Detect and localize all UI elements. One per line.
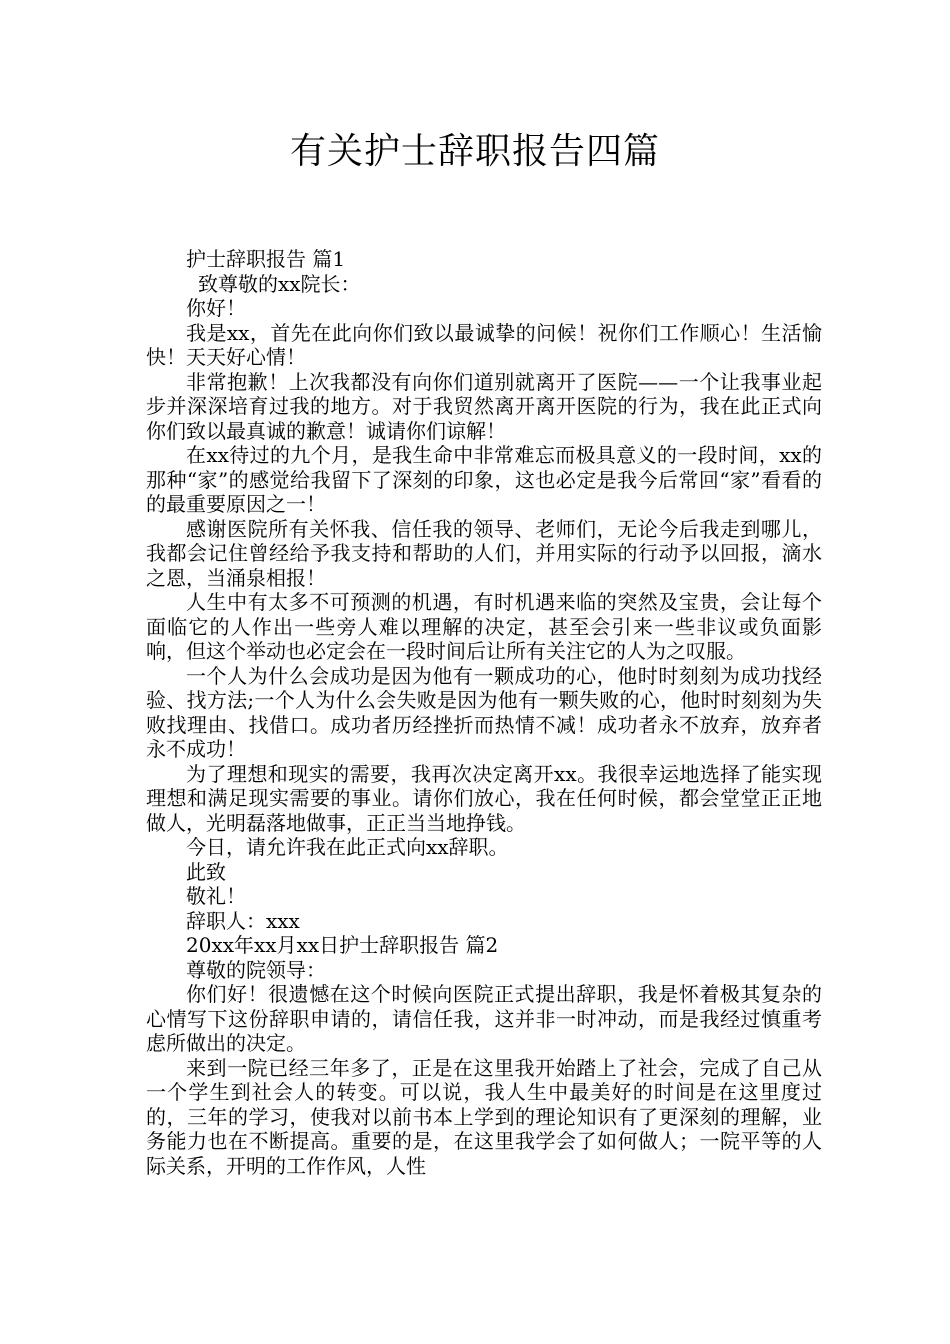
paragraph: 来到一院已经三年多了，正是在这里我开始踏上了社会，完成了自己从一个学生到社会人的转变。可以说，我人生中最美好的时间是在这里度过的，三年的学习，使我对以前书本上学到的理论知识有了更深刻的理解，业务能力也在不断提高。重要的是，在这里我学会了如何做人；一院平等的人际关系，开明的工作作风，人性 [146, 1055, 822, 1178]
date-and-section-heading-2: 20xx年xx月xx日护士辞职报告 篇2 [186, 933, 499, 957]
paragraph: 我是xx，首先在此向你们致以最诚挚的问候！祝你们工作顺心！生活愉快！天天好心情！ [146, 320, 822, 369]
closing-line: 敬礼！ [186, 884, 246, 908]
document-title: 有关护士辞职报告四篇 [289, 131, 660, 172]
document-body [146, 247, 822, 1178]
signature-line: 辞职人：xxx [186, 908, 300, 933]
paragraph: 感谢医院所有关怀我、信任我的领导、老师们，无论今后我走到哪儿，我都会记住曾经给予我支持和帮助的人们，并用实际的行动予以回报，滴水之恩，当涌泉相报！ [146, 516, 822, 590]
paragraph: 在xx待过的九个月，是我生命中非常难忘而极具意义的一段时间，xx的那种“家”的感觉给我留下了深刻的印象，这也必定是我今后常回“家”看看的的最重要原因之一！ [146, 443, 822, 516]
greeting: 你好！ [186, 296, 246, 320]
paragraph: 非常抱歉！上次我都没有向你们道别就离开了医院——一个让我事业起步并深深培育过我的地方。对于我贸然离开离开医院的行为，我在此正式向你们致以最真诚的歉意！诚请你们谅解！ [146, 369, 822, 443]
paragraph: 为了理想和现实的需要，我再次决定离开xx。我很幸运地选择了能实现理想和满足现实需要的事业。请你们放心，我在任何时候，都会堂堂正正地做人，光明磊落地做事，正正当当地挣钱。 [146, 761, 822, 835]
paragraph: 你们好！很遗憾在这个时候向医院正式提出辞职，我是怀着极其复杂的心情写下这份辞职申请的，请信任我，这并非一时冲动，而是我经过慎重考虑所做出的决定。 [146, 982, 822, 1055]
salutation: 致尊敬的xx院长： [198, 271, 361, 296]
paragraph: 人生中有太多不可预测的机遇，有时机遇来临的突然及宝贵，会让每个面临它的人作出一些旁人难以理解的决定，甚至会引来一些非议或负面影响，但这个举动也必定会在一段时间后让所有关注它的人为之叹服。 [146, 590, 822, 663]
paragraph: 一个人为什么会成功是因为他有一颗成功的心，他时时刻刻为成功找经验、找方法;一个人为什么会失败是因为他有一颗失败的心，他时时刻刻为失败找理由、找借口。成功者历经挫折而热情不减！成功者永不放弃，放弃者永不成功！ [146, 663, 822, 761]
salutation: 尊敬的院领导： [186, 957, 326, 982]
paragraph: 今日，请允许我在此正式向xx辞职。 [186, 835, 509, 859]
closing-line: 此致 [186, 859, 226, 884]
section-heading-1: 护士辞职报告 篇1 [186, 247, 346, 271]
